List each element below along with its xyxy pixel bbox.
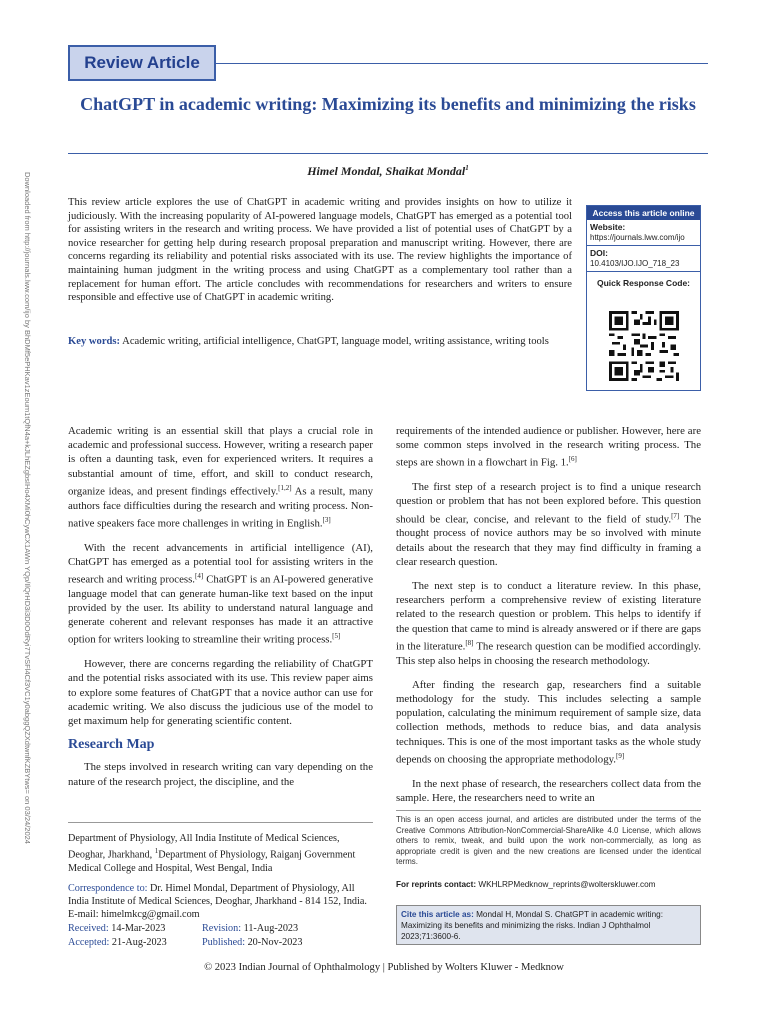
reprints-email[interactable]: WKHLRPMedknow_reprints@wolterskluwer.com — [476, 880, 656, 889]
received-date: Received: 14-Mar-2023 — [68, 923, 166, 934]
citation-ref[interactable]: [4] — [195, 572, 204, 581]
keywords — [68, 335, 572, 349]
cite-box — [396, 905, 701, 945]
reprints-contact — [396, 880, 701, 889]
citation-ref[interactable]: [9] — [616, 751, 625, 760]
article-dates — [68, 922, 373, 949]
affiliation-rule — [68, 822, 373, 823]
website-label: Website: — [590, 222, 626, 232]
website-row — [587, 220, 700, 246]
revision-date: Revision: 11-Aug-2023 — [202, 923, 299, 934]
cite-label: Cite this article as: — [401, 910, 474, 919]
abstract: This review article explores the use of ChatGPT in academic writing and provides insights on how to utilize it judiciously. With the increasing popularity of AI-powered language models, ChatGPT has emerged as a potential tool for assisting writers in the research and writing process. We have provided a list of potential uses of ChatGPT by a novice researcher for getting help during research proposal preparation and manuscript writing. However, there are concerns regarding its reliability and potential risks associated with its use. The review highlights the importance of maintaining human judgment in the writing process and using ChatGPT as a complementary tool rather than a replacement for human effort. The article concludes with recommendations for researchers and writers to ensure responsible and effective use of ChatGPT in academic writing. — [68, 197, 572, 304]
doi-value[interactable]: 10.4103/IJO.IJO_718_23 — [590, 258, 680, 268]
reprints-label: For reprints contact: — [396, 880, 477, 889]
correspondence: Correspondence to: Dr. Himel Mondal, Department of Physiology, All India Institute of Medical Sciences, Deoghar, Jharkhand - 814 152, India. E-mail: himelmkcg@gmail.com — [68, 882, 367, 921]
body-right-column — [396, 424, 701, 815]
correspondence-label: Correspondence to: — [68, 882, 148, 894]
download-watermark — [10, 172, 40, 844]
paragraph: With the recent advancements in artificial intelligence (AI), ChatGPT has emerged as a potential tool for assisting writers in the research and writing process.[4] ChatGPT is an AI-powered generative language model that can generate human-like text based on the input provided by the user. Its ability to understand natural language and generate coherent and relevant responses has made it an attractive option for writers looking to streamline their writing process.[5] — [68, 541, 373, 647]
citation-ref[interactable]: [3] — [322, 515, 331, 524]
paragraph: requirements of the intended audience or publisher. However, here are some common steps involved in the research writing process. The steps are shown in a flowchart in Fig. 1.[6] — [396, 425, 701, 469]
paragraph: The steps involved in research writing can vary depending on the nature of the research project, the discipline, and the — [68, 761, 373, 788]
keywords-text: Academic writing, artificial intelligence, ChatGPT, language model, writing assistance, writing tools — [122, 336, 549, 347]
article-type-label — [68, 45, 216, 81]
paragraph: After finding the research gap, researchers find a suitable methodology for the study. This includes selecting a sample population, calculating the minimum requirement of sample size, data collection methods, methods to reduce bias, and data analysis techniques. This is one of the most important tasks as the whole study depends on choosing the appropriate methodology.[9] — [396, 678, 701, 766]
keywords-label: Key words: — [68, 336, 121, 347]
license-text: This is an open access journal, and articles are distributed under the terms of the Creative Commons Attribution-NonCommercial-ShareAlike 4.0 License, which allows others to remix, tweak, and build upon the work non-commercially, as long as appropriate credit is given and the new creations are licensed under the identical terms. — [396, 815, 701, 867]
citation-ref[interactable]: [5] — [332, 632, 341, 641]
qr-code-icon — [609, 311, 679, 381]
affiliation-text: Department of Physiology, All India Institute of Medical Sciences, Deoghar, Jharkhand, $^1$Department of Physiology, Raiganj Government Medical College and Hospital, West Bengal, India — [68, 833, 356, 875]
access-online-box — [586, 205, 701, 391]
paragraph: In the next phase of research, the researchers collect data from the sample. Here, the researchers need to write an — [396, 777, 701, 804]
article-type-text: Review Article — [84, 53, 200, 72]
paragraph: Academic writing is an essential skill that plays a crucial role in academic and professional success. However, writing a research paper is often a daunting task, even for experienced writers. It requires a substantial amount of time, effort, and skill to conduct research, organize ideas, and present findings effectively.[1,2] As a result, many authors face difficulties during the research and writing process. Non-native speakers face more challenges in writing in English.[3] — [68, 425, 373, 530]
website-link[interactable]: https://journals.lww.com/ijo — [590, 232, 685, 242]
published-date: Published: 20-Nov-2023 — [202, 936, 303, 948]
author-line — [68, 164, 708, 179]
citation-ref[interactable]: [6] — [568, 455, 577, 464]
author-sup: 1 — [465, 164, 469, 172]
citation-ref[interactable]: [8] — [465, 638, 474, 647]
paragraph: The first step of a research project is to find a unique research question or problem that has not been explored before. This question should be clear, concise, and relevant to the field of study.[7] The thought process of novice authors may be so involved with minute details about the research that they may find difficulty in framing a clear research question. — [396, 481, 701, 568]
qr-label: Quick Response Code: — [596, 278, 691, 288]
paragraph: The next step is to conduct a literature review. In this phase, researchers perform a comprehensive review of existing literature related to the research question or problem. This helps to identify if the question that came to mind is already answered or if there are gaps in the literature.[8] The research question can be modified accordingly. This step also helps in choosing the research methodology. — [396, 580, 701, 667]
author-names: Himel Mondal, Shaikat Mondal — [307, 164, 466, 178]
article-title: ChatGPT in academic writing: Maximizing its benefits and minimizing the risks — [80, 94, 696, 114]
copyright-footer: © 2023 Indian Journal of Ophthalmology | Published by Wolters Kluwer - Medknow — [204, 962, 564, 973]
citation-ref[interactable]: [1,2] — [278, 483, 292, 492]
body-left-column — [68, 424, 373, 799]
title-rule — [68, 153, 708, 154]
doi-label: DOI: — [590, 248, 608, 258]
accepted-date: Accepted: 21-Aug-2023 — [68, 936, 167, 948]
doi-row — [587, 246, 700, 272]
paragraph: However, there are concerns regarding the reliability of ChatGPT and the potential risks associated with its use. This review paper aims to explore some features of ChatGPT that a novice author can use for academic writing. We also discuss the judicious use of the model to get maximum help for generating scientific content. — [68, 658, 373, 728]
cite-text: Mondal H, Mondal S. ChatGPT in academic writing: Maximizing its benefits and minimizing the risks. Indian J Ophthalmol 2023;71:3600-6. — [401, 910, 663, 941]
section-heading: Research Map — [68, 737, 155, 753]
affiliations — [68, 832, 373, 922]
access-box-header: Access this article online — [587, 206, 700, 220]
license-rule — [396, 810, 701, 811]
citation-ref[interactable]: [7] — [671, 511, 680, 520]
watermark-text: Downloaded from http://journals.lww.com/ijo by BhDMf5ePHKav1zEoum1tQfN4a+kJLhEZgbsIHo4XMi0hCywCX1AWn YQp/IlQrHD3i3D0OdRyi7TvSFl4Cf3VC1y0abggQZXdtwnfKZBYtws= on 03/24/2024 — [23, 172, 32, 844]
